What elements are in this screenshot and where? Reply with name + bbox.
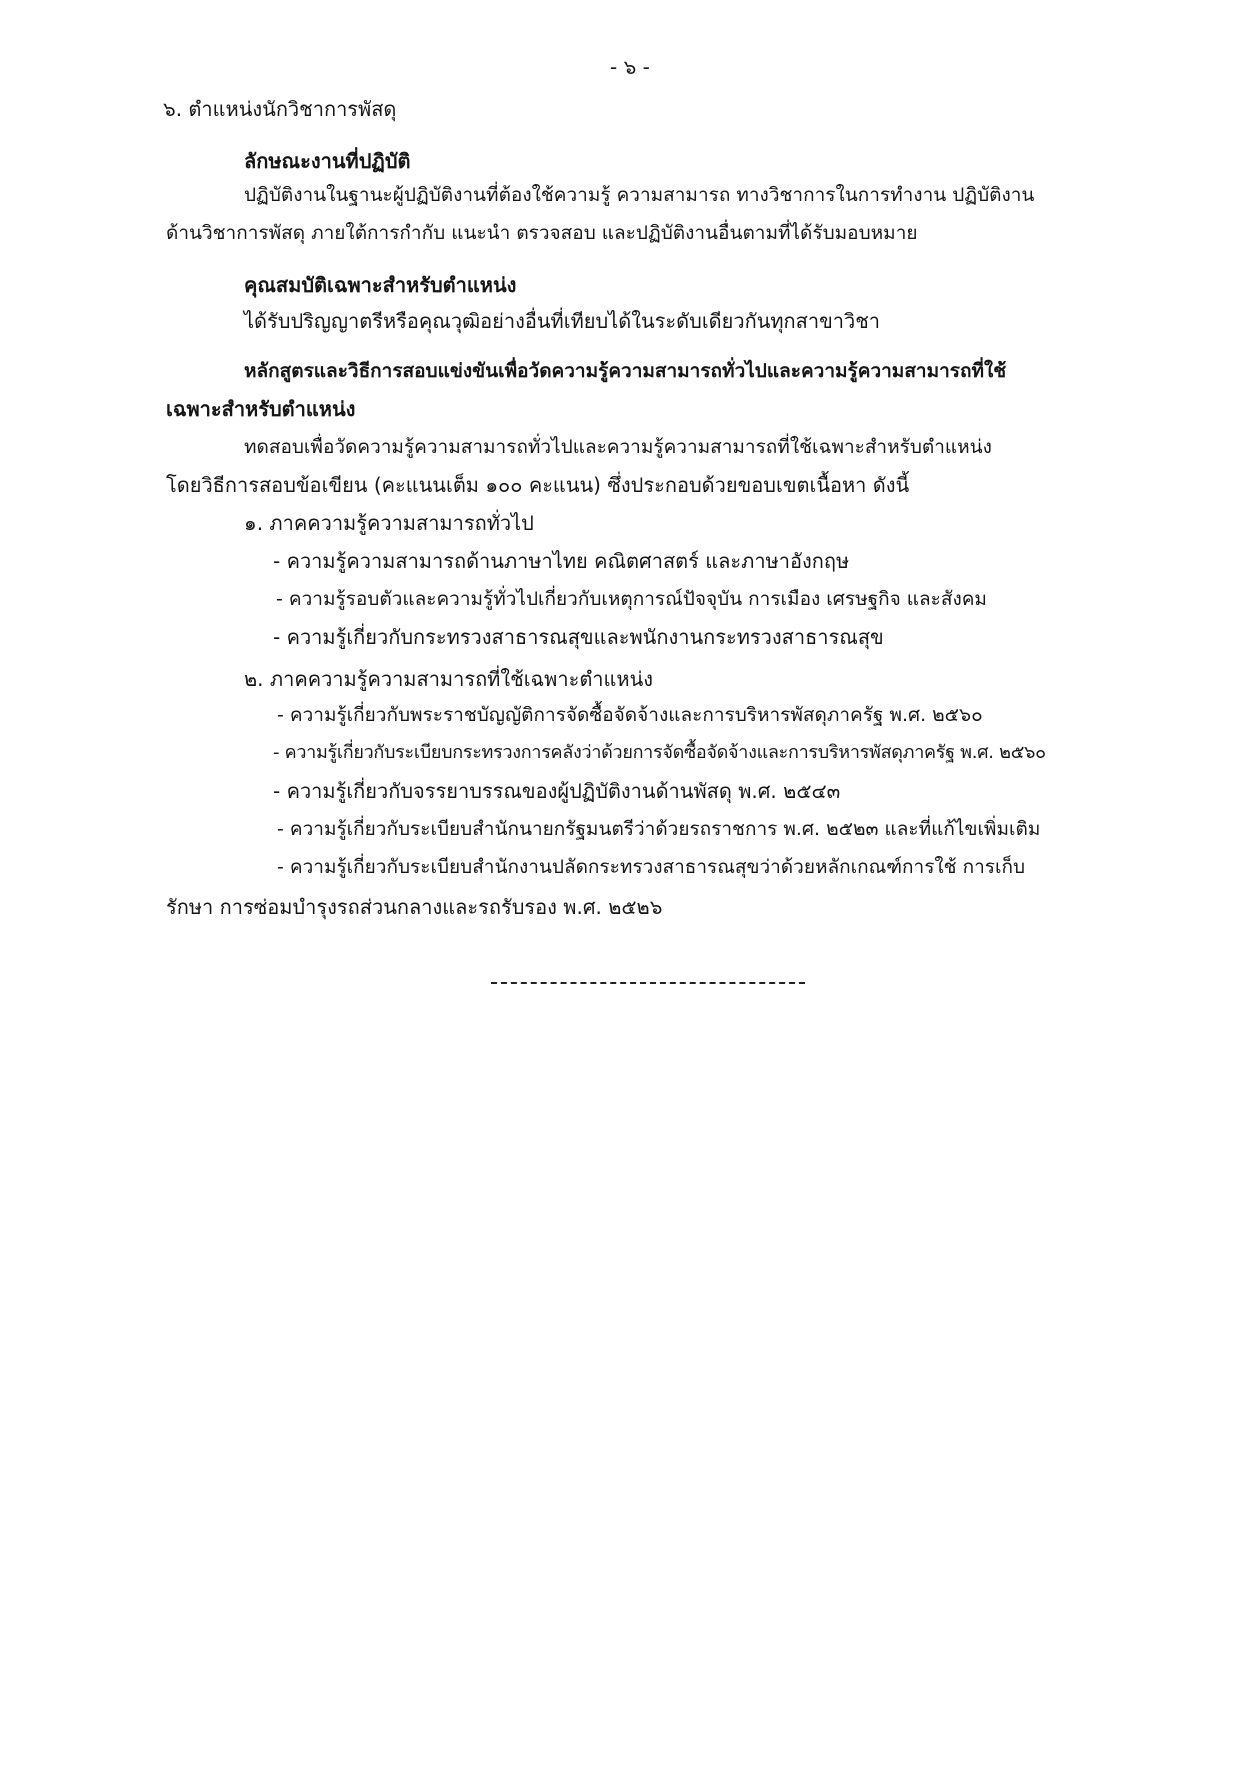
qualifications-text: ได้รับปริญญาตรีหรือคุณวุฒิอย่างอื่นที่เทียบได้ในระดับเดียวกันทุกสาขาวิชา bbox=[244, 309, 881, 333]
section-divider bbox=[491, 982, 805, 984]
section-title: ๖. ตำแหน่งนักวิชาการพัสดุ bbox=[163, 97, 397, 121]
job-nature-line-1: ปฏิบัติงานในฐานะผู้ปฏิบัติงานที่ต้องใช้ความรู้ ความสามารถ ทางวิชาการในการทำงาน ปฏิบัติงาน bbox=[244, 184, 1035, 206]
job-nature-heading: ลักษณะงานที่ปฏิบัติ bbox=[244, 149, 411, 173]
exam-intro-line-1: ทดสอบเพื่อวัดความรู้ความสามารถทั่วไปและความรู้ความสามารถที่ใช้เฉพาะสำหรับตำแหน่ง bbox=[244, 436, 992, 458]
part1-item: - ความรู้รอบตัวและความรู้ทั่วไปเกี่ยวกับเหตุการณ์ปัจจุบัน การเมือง เศรษฐกิจ และสังคม bbox=[276, 588, 987, 610]
exam-heading-line-1: หลักสูตรและวิธีการสอบแข่งขันเพื่อวัดความรู้ความสามารถทั่วไปและความรู้ความสามารถที่ใช้ bbox=[244, 360, 1007, 382]
part2-title: ๒. ภาคความรู้ความสามารถที่ใช้เฉพาะตำแหน่ง bbox=[244, 667, 654, 691]
part1-item: - ความรู้ความสามารถด้านภาษาไทย คณิตศาสตร์ และภาษาอังกฤษ bbox=[273, 549, 850, 573]
part2-item: - ความรู้เกี่ยวกับจรรยาบรรณของผู้ปฏิบัติงานด้านพัสดุ พ.ศ. ๒๕๔๓ bbox=[273, 779, 841, 803]
part2-continuation: รักษา การซ่อมบำรุงรถส่วนกลางและรถรับรอง พ.ศ. ๒๕๒๖ bbox=[166, 895, 663, 919]
page-number: - ๖ - bbox=[610, 55, 650, 79]
part1-item: - ความรู้เกี่ยวกับกระทรวงสาธารณสุขและพนักงานกระทรวงสาธารณสุข bbox=[273, 625, 884, 649]
part2-item: - ความรู้เกี่ยวกับระเบียบกระทรวงการคลังว่าด้วยการจัดซื้อจัดจ้างและการบริหารพัสดุภาครัฐ พ.ศ. ๒๕๖๐ bbox=[273, 742, 1046, 763]
qualifications-heading: คุณสมบัติเฉพาะสำหรับตำแหน่ง bbox=[244, 273, 517, 297]
exam-heading-line-2: เฉพาะสำหรับตำแหน่ง bbox=[166, 397, 356, 421]
part1-title: ๑. ภาคความรู้ความสามารถทั่วไป bbox=[244, 511, 534, 535]
part2-item: - ความรู้เกี่ยวกับระเบียบสำนักงานปลัดกระทรวงสาธารณสุขว่าด้วยหลักเกณฑ์การใช้ การเก็บ bbox=[277, 856, 1026, 878]
part2-item: - ความรู้เกี่ยวกับพระราชบัญญัติการจัดซื้อจัดจ้างและการบริหารพัสดุภาครัฐ พ.ศ. ๒๕๖๐ bbox=[277, 704, 983, 726]
exam-intro-line-2: โดยวิธีการสอบข้อเขียน (คะแนนเต็ม ๑๐๐ คะแนน) ซึ่งประกอบด้วยขอบเขตเนื้อหา ดังนี้ bbox=[166, 473, 910, 497]
part2-item: - ความรู้เกี่ยวกับระเบียบสำนักนายกรัฐมนตรีว่าด้วยรถราชการ พ.ศ. ๒๕๒๓ และที่แก้ไขเพิ่มเติม bbox=[277, 818, 1041, 840]
job-nature-line-2: ด้านวิชาการพัสดุ ภายใต้การกำกับ แนะนำ ตรวจสอบ และปฏิบัติงานอื่นตามที่ได้รับมอบหมาย bbox=[166, 222, 918, 244]
